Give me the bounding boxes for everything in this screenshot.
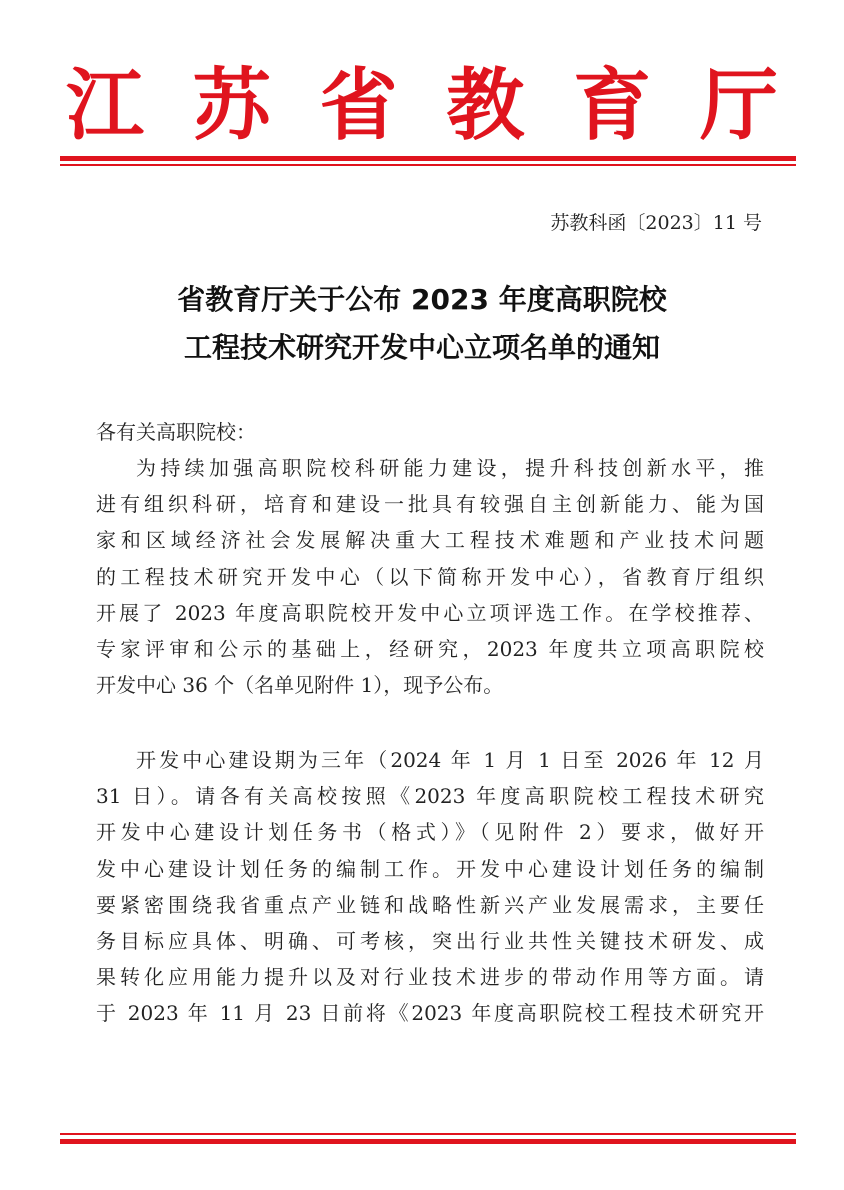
header-rule-thin (60, 164, 796, 166)
body-paragraph-2 (96, 742, 764, 1032)
body-paragraph-1 (96, 450, 764, 703)
masthead-title (60, 56, 784, 156)
paragraph-line: 果转化应用能力提升以及对行业技术进步的带动作用等方面。请 (96, 965, 764, 990)
paragraph-line: 开展了 2023 年度高职院校开发中心立项评选工作。在学校推荐、 (96, 600, 764, 625)
masthead-char: 江 (65, 60, 144, 151)
paragraph-line: 的工程技术研究开发中心（以下简称开发中心），省教育厅组织 (96, 564, 764, 589)
masthead-char: 省 (319, 60, 398, 151)
paragraph-line: 31 日）。请各有关高校按照《2023 年度高职院校工程技术研究 (96, 784, 764, 809)
document-number: 苏教科函〔2023〕11 号 (550, 212, 762, 234)
paragraph-line: 为持续加强高职院校科研能力建设，提升科技创新水平，推 (136, 456, 764, 480)
masthead-char: 教 (446, 60, 525, 151)
masthead-char: 苏 (192, 60, 271, 151)
footer-rule-thin (60, 1133, 796, 1135)
paragraph-line: 进有组织科研，培育和建设一批具有较强自主创新能力、能为国 (96, 492, 764, 517)
paragraph-line: 于 2023 年 11 月 23 日前将《2023 年度高职院校工程技术研究开 (96, 1001, 764, 1026)
paragraph-line: 开发中心建设期为三年（2024 年 1 月 1 日至 2026 年 12 月 (136, 748, 764, 772)
paragraph-line: 开发中心 36 个（名单见附件 1），现予公布。 (96, 673, 504, 698)
notice-title-line2: 工程技术研究开发中心立项名单的通知 (183, 331, 660, 364)
salutation: 各有关高职院校： (96, 420, 256, 444)
paragraph-line: 家和区域经济社会发展解决重大工程技术难题和产业技术问题 (96, 528, 764, 553)
header-rule-thick (60, 156, 796, 161)
masthead-char: 厅 (699, 60, 778, 151)
paragraph-line: 专家评审和公示的基础上，经研究，2023 年度共立项高职院校 (96, 636, 764, 661)
paragraph-line: 要紧密围绕我省重点产业链和战略性新兴产业发展需求，主要任 (96, 892, 764, 917)
masthead-char: 育 (573, 60, 652, 151)
notice-title-line1: 省教育厅关于公布 2023 年度高职院校 (177, 283, 667, 316)
paragraph-line: 发中心建设计划任务的编制工作。开发中心建设计划任务的编制 (96, 856, 764, 881)
paragraph-line: 务目标应具体、明确、可考核，突出行业共性关键技术研发、成 (96, 928, 764, 953)
paragraph-line: 开发中心建设计划任务书（格式）》（见附件 2）要求，做好开 (96, 820, 764, 845)
footer-rule-thick (60, 1139, 796, 1144)
